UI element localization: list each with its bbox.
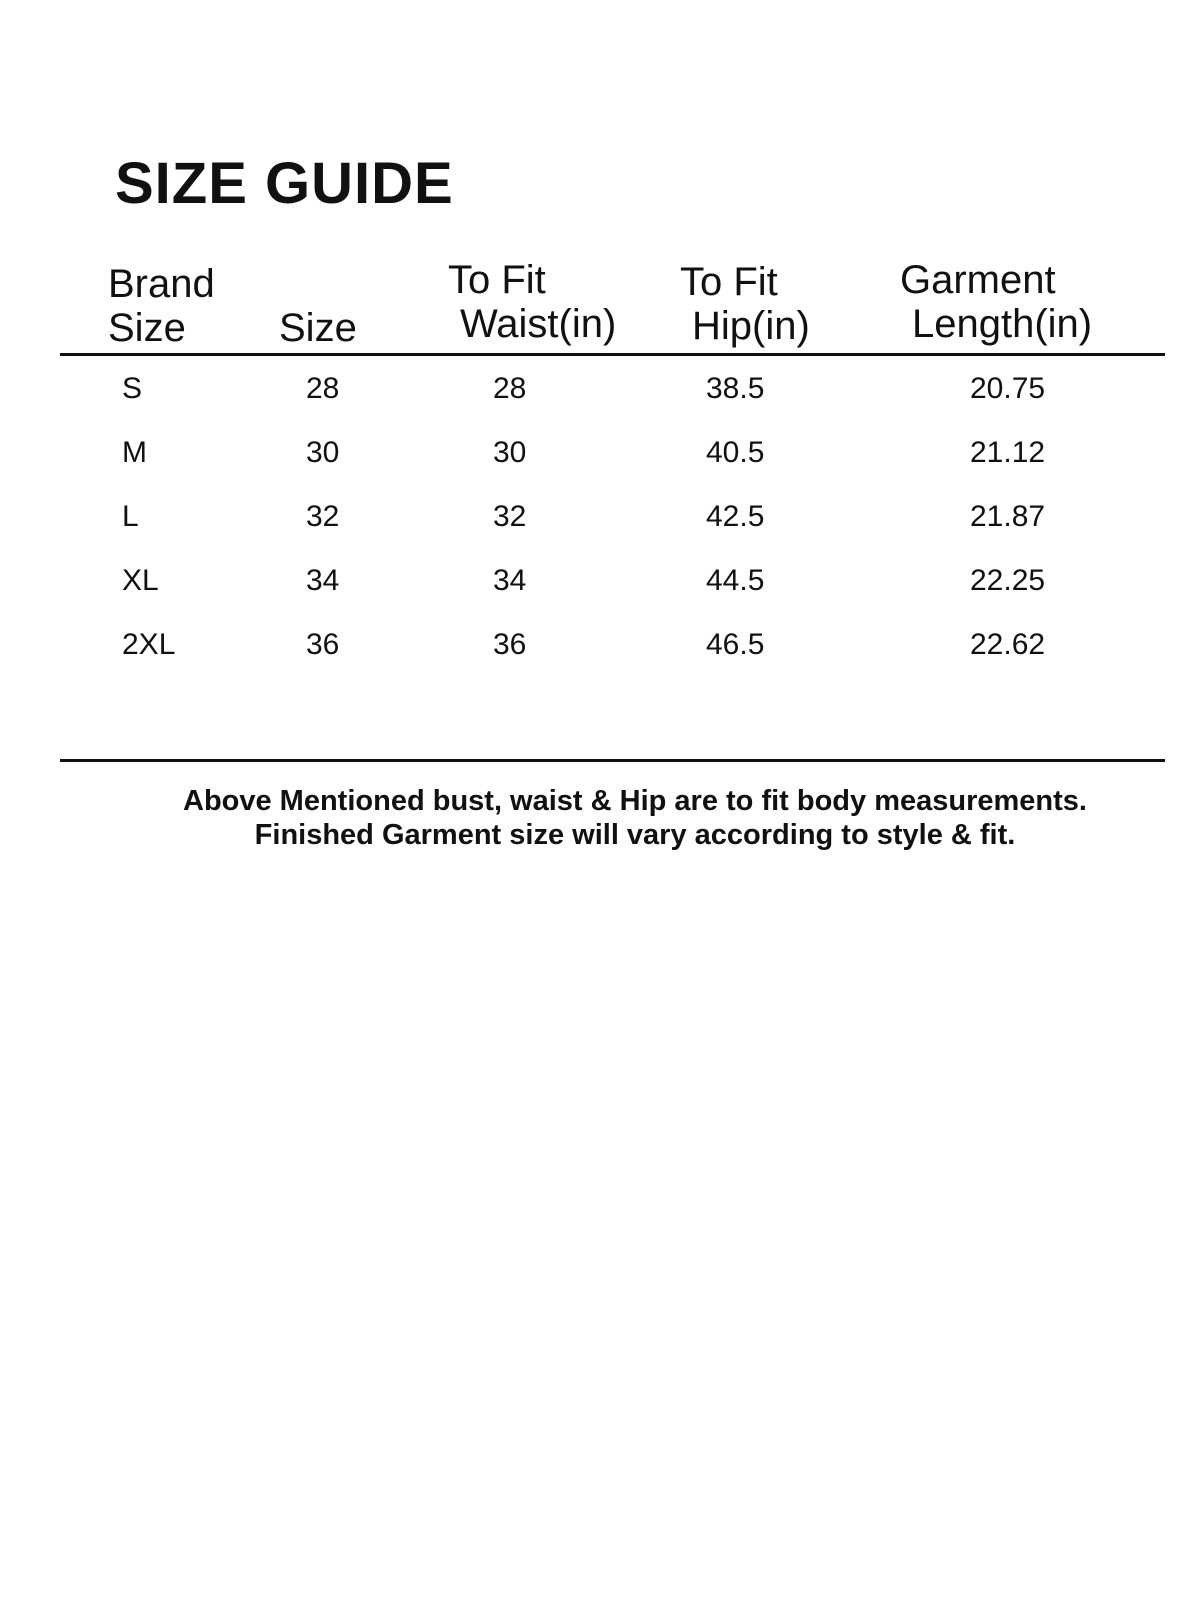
cell-brand-size: L (122, 500, 139, 533)
cell-waist: 28 (493, 372, 527, 405)
cell-length: 20.75 (970, 372, 1046, 405)
cell-hip: 40.5 (706, 436, 765, 469)
cell-hip: 46.5 (706, 628, 765, 661)
cell-waist: 34 (493, 564, 527, 597)
note-line-2: Finished Garment size will vary according to style & fit. (254, 819, 1016, 851)
cell-size: 28 (306, 372, 340, 405)
cell-size: 34 (306, 564, 340, 597)
cell-brand-size: S (122, 372, 143, 405)
header-garment-length: Garment Length(in) (900, 258, 1093, 346)
table-row (0, 428, 1200, 492)
cell-waist: 32 (493, 500, 527, 533)
table-row (0, 620, 1200, 684)
cell-waist: 30 (493, 436, 527, 469)
note-line-1: Above Mentioned bust, waist & Hip are to fit body measurements. (183, 785, 1087, 817)
cell-hip: 42.5 (706, 500, 765, 533)
cell-length: 22.25 (970, 564, 1046, 597)
cell-hip: 44.5 (706, 564, 765, 597)
header-size: Size (279, 306, 357, 350)
footer-divider (60, 759, 1165, 762)
table-row (0, 492, 1200, 556)
cell-brand-size: XL (122, 564, 159, 597)
header-brand-size: Brand Size (108, 262, 215, 350)
cell-size: 36 (306, 628, 340, 661)
cell-brand-size: M (122, 436, 147, 469)
header-to-fit-hip: To Fit Hip(in) (680, 260, 810, 348)
table-row (0, 556, 1200, 620)
cell-size: 30 (306, 436, 340, 469)
table-row (0, 364, 1200, 428)
page-title: SIZE GUIDE (115, 151, 454, 216)
cell-size: 32 (306, 500, 340, 533)
header-to-fit-waist: To Fit Waist(in) (448, 258, 617, 346)
cell-length: 21.87 (970, 500, 1046, 533)
cell-length: 21.12 (970, 436, 1046, 469)
cell-hip: 38.5 (706, 372, 765, 405)
cell-length: 22.62 (970, 628, 1046, 661)
measurement-note (0, 784, 1200, 852)
size-table-body (0, 364, 1200, 684)
cell-brand-size: 2XL (122, 628, 176, 661)
cell-waist: 36 (493, 628, 527, 661)
header-divider (60, 353, 1165, 356)
